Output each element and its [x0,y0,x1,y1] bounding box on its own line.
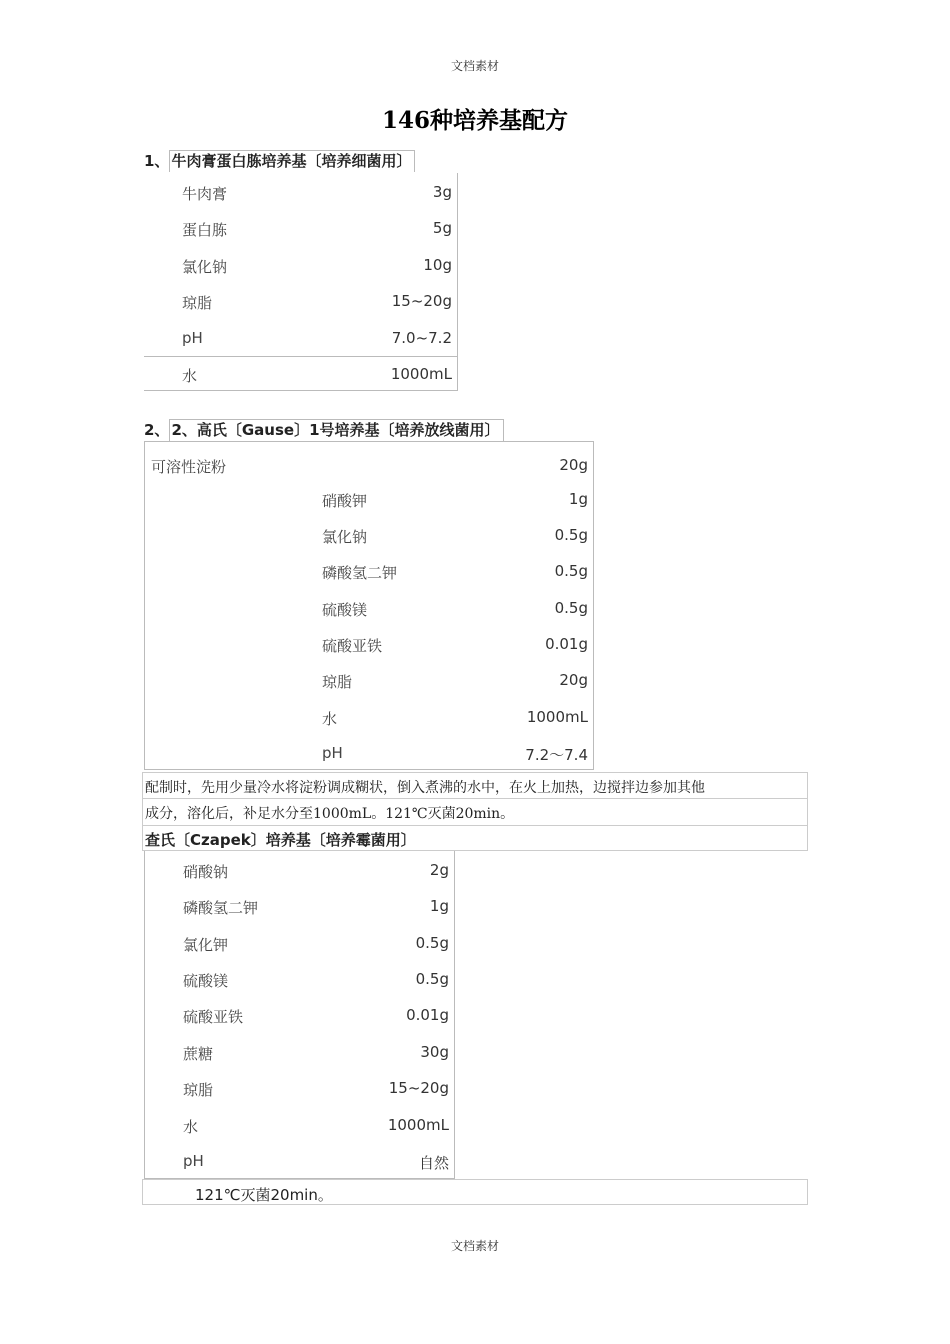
table-row [144,211,457,247]
ingredient-name: 琼脂 [322,673,353,691]
ingredient-name: 硫酸镁 [322,601,368,619]
ingredient-amount: 30g [420,1043,449,1061]
document-title: 146种培养基配方 [381,107,568,134]
ingredient-amount: 7.0~7.2 [391,329,452,347]
table-row [144,357,457,393]
ingredient-amount: 10g [423,256,452,274]
table-row [145,627,593,663]
section-1-title: 牛肉膏蛋白胨培养基〔培养细菌用〕 [169,150,415,172]
ingredient-amount: 15~20g [391,292,452,310]
ingredient-amount: 1000mL [390,365,452,383]
section-1-heading [144,150,415,171]
section-2-title: 2、高氏〔Gause〕1号培养基〔培养放线菌用〕 [169,419,503,441]
table-row [144,248,457,284]
table-row [145,736,593,772]
ingredient-amount: 0.5g [415,970,449,988]
table-row [145,889,454,925]
table-row [144,284,457,320]
table-row [145,1071,454,1107]
ingredient-name: 牛肉膏 [182,185,228,203]
table-row [145,482,593,518]
section-2-note-line-2: 成分，溶化后，补足水分至1000mL。121℃灭菌20min。 [142,799,808,826]
ingredient-name: 氯化钠 [182,258,228,276]
ingredient-amount: 自然 [418,1154,449,1172]
section-2-heading [144,419,504,440]
table-row [145,663,593,699]
ingredient-amount: 7.2～7.4 [525,746,588,764]
ingredient-name: pH [322,744,343,762]
ingredient-amount: 2g [429,861,449,879]
table-row [145,448,593,484]
ingredient-name: 硫酸亚铁 [322,637,383,655]
table-row [145,962,454,998]
table-row [145,926,454,962]
ingredient-amount: 0.01g [406,1006,449,1024]
table-row [145,998,454,1034]
ingredient-name: 蛋白胨 [182,221,228,239]
table-row [145,1108,454,1144]
section-3-title: 查氏〔Czapek〕培养基〔培养霉菌用〕 [142,826,808,851]
table-row [145,554,593,590]
ingredient-name: 磷酸氢二钾 [322,564,398,582]
ingredient-name: pH [182,329,203,347]
ingredient-name: 琼脂 [182,294,213,312]
ingredient-amount: 1000mL [387,1116,449,1134]
ingredient-name: 硫酸亚铁 [183,1008,244,1026]
ingredient-name: pH [183,1152,204,1170]
ingredient-amount: 1g [429,897,449,915]
ingredient-name: 蔗糖 [183,1045,214,1063]
table-row [145,853,454,889]
ingredient-name: 氯化钠 [322,528,368,546]
ingredient-amount: 0.01g [545,635,588,653]
table-row [145,700,593,736]
ingredient-name: 水 [183,1118,199,1136]
section-2-note-line-1: 配制时，先用少量冷水将淀粉调成糊状，倒入煮沸的水中，在火上加热，边搅拌边参加其他 [142,772,808,799]
table-row [145,518,593,554]
ingredient-name: 氯化钾 [183,936,229,954]
ingredient-name: 硫酸镁 [183,972,229,990]
ingredient-amount: 3g [432,183,452,201]
ingredient-name: 磷酸氢二钾 [183,899,259,917]
ingredient-amount: 1000mL [526,708,588,726]
ingredient-name: 水 [182,367,198,385]
section-3-table [144,851,455,1179]
section-1-number: 1、 [144,152,170,170]
page-header: 文档素材 [450,59,499,73]
ingredient-amount: 1g [568,490,588,508]
ingredient-name: 水 [322,710,338,728]
ingredient-name: 硝酸钾 [322,492,368,510]
page-footer: 文档素材 [450,1239,499,1253]
ingredient-name: 可溶性淀粉 [151,458,227,476]
ingredient-amount: 15~20g [388,1079,449,1097]
ingredient-amount: 0.5g [554,562,588,580]
table-row [144,321,457,357]
ingredient-amount: 0.5g [554,526,588,544]
section-2-number: 2、 [144,421,170,439]
ingredient-name: 琼脂 [183,1081,214,1099]
section-2-table [144,441,594,770]
table-row [145,1035,454,1071]
table-row [144,175,457,211]
ingredient-amount: 5g [432,219,452,237]
section-1-table [144,173,458,391]
ingredient-amount: 20g [559,671,588,689]
ingredient-amount: 20g [559,456,588,474]
ingredient-amount: 0.5g [415,934,449,952]
section-3-note: 121℃灭菌20min。 [142,1179,808,1205]
table-row [145,1144,454,1180]
ingredient-amount: 0.5g [554,599,588,617]
table-row [145,591,593,627]
ingredient-name: 硝酸钠 [183,863,229,881]
